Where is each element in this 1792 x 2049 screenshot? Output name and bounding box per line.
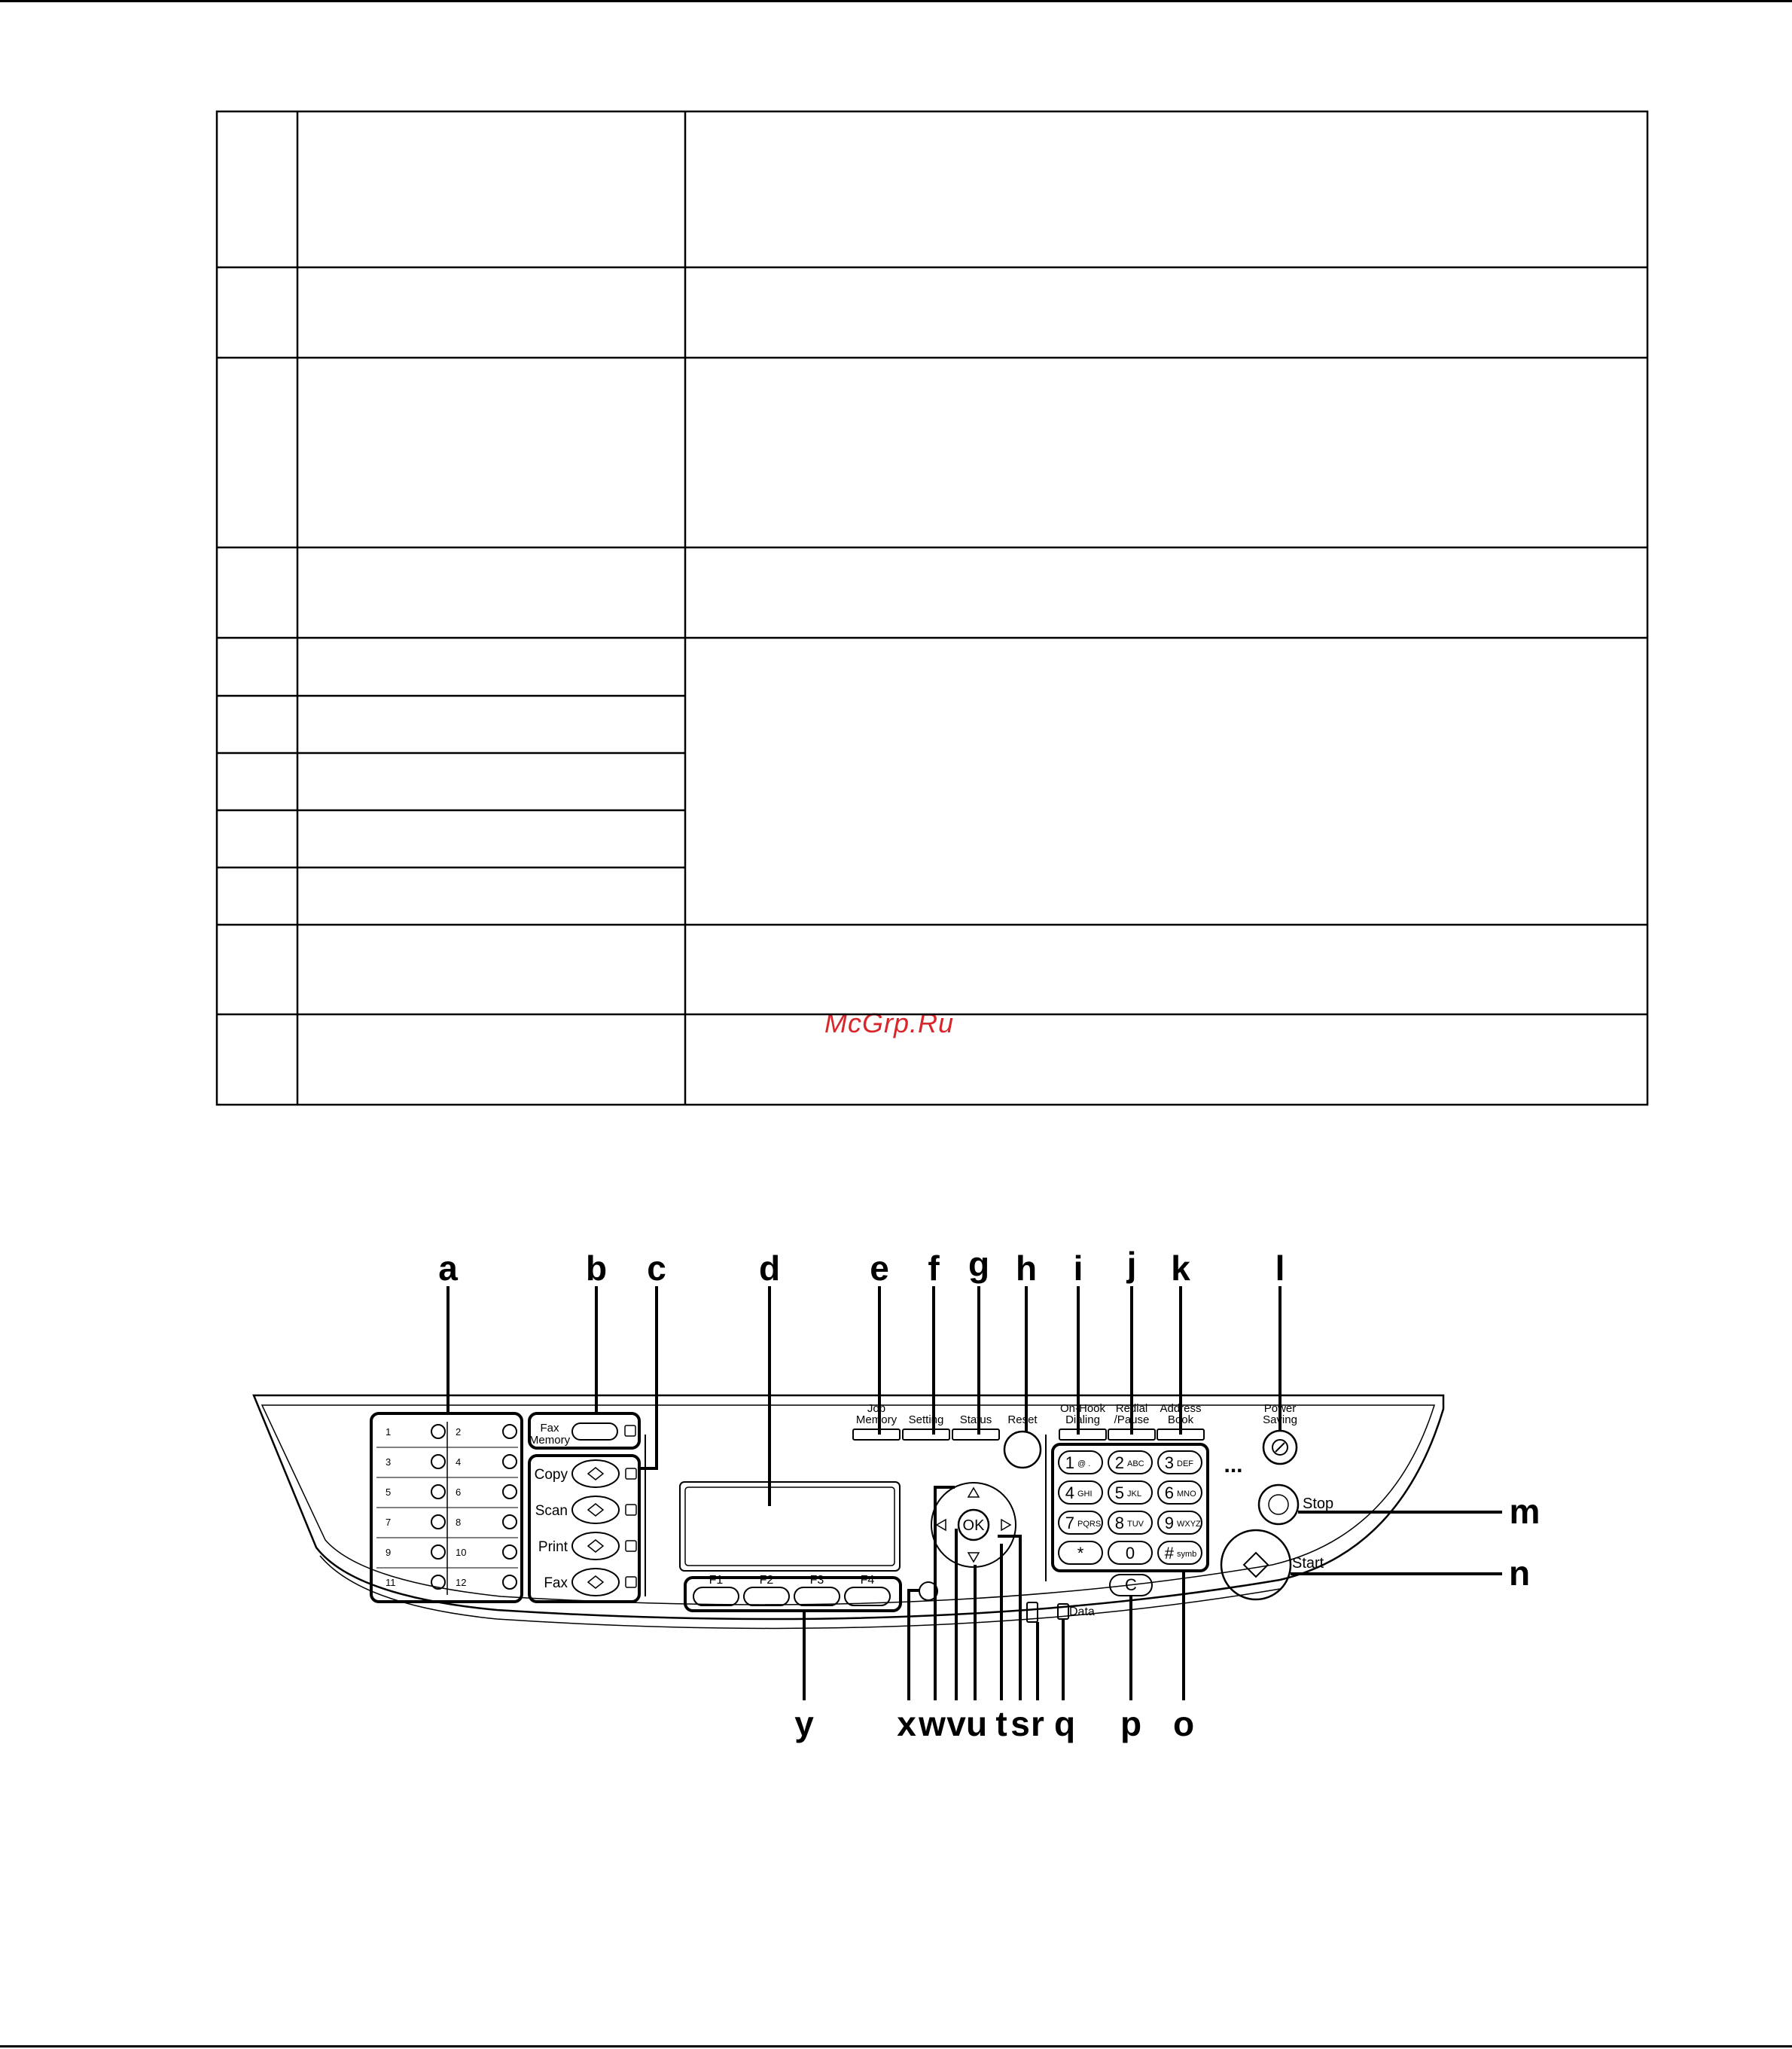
setting-label: Setting (908, 1413, 944, 1426)
callout-g: g (968, 1245, 990, 1284)
clear-label: C (1125, 1575, 1137, 1594)
mode-buttons (535, 1460, 636, 1596)
callout-s: s (1010, 1704, 1030, 1743)
stop-label: Stop (1303, 1496, 1334, 1512)
reset-button[interactable] (1004, 1432, 1041, 1468)
one-touch-number: 12 (456, 1577, 467, 1588)
fax-memory-label-line1: Fax (540, 1422, 559, 1435)
on-hook-label-line2: Dialing (1065, 1413, 1100, 1426)
one-touch-button[interactable] (431, 1485, 445, 1499)
fax-memory-led (625, 1425, 635, 1436)
one-touch-number: 9 (386, 1547, 392, 1558)
callout-r: r (1031, 1704, 1044, 1743)
mode-label: Fax (544, 1575, 568, 1591)
keypad-key-letters: MNO (1177, 1489, 1196, 1499)
one-touch-button[interactable] (431, 1545, 445, 1559)
keypad-key-number: 0 (1125, 1544, 1135, 1563)
table-border (217, 111, 1647, 1105)
callout-l: l (1275, 1249, 1285, 1288)
start-icon (1244, 1553, 1268, 1577)
callout-u: u (965, 1704, 988, 1743)
left-arrow-icon[interactable] (937, 1520, 946, 1530)
lcd-outer (680, 1482, 900, 1571)
top-buttons (853, 1429, 1204, 1581)
one-touch-button[interactable] (503, 1515, 517, 1529)
leader-w (935, 1487, 955, 1700)
mode-label: Scan (535, 1503, 568, 1519)
keypad-key-number: 2 (1114, 1453, 1124, 1472)
keypad-key-number: # (1164, 1544, 1174, 1563)
fax-memory-button[interactable] (572, 1423, 617, 1440)
one-touch-number: 4 (456, 1456, 462, 1468)
status-label: Status (959, 1413, 992, 1426)
one-touch-button[interactable] (503, 1455, 517, 1468)
redial-label-line2: /Pause (1114, 1413, 1150, 1426)
one-touch-button[interactable] (431, 1455, 445, 1468)
callout-e: e (870, 1249, 889, 1288)
lcd-screen (685, 1487, 894, 1566)
on-hook-dialing-button[interactable] (1059, 1429, 1106, 1440)
keypad-key-letters: GHI (1077, 1489, 1093, 1499)
callout-q: q (1053, 1704, 1076, 1743)
redial-label-line1: Redial (1115, 1402, 1148, 1415)
callout-p: p (1120, 1704, 1142, 1743)
mode-icon (588, 1504, 603, 1516)
keypad-key-number: 9 (1164, 1514, 1174, 1532)
callout-n: n (1508, 1554, 1531, 1593)
callout-a: a (438, 1249, 458, 1288)
callout-y: y (794, 1704, 814, 1743)
one-touch-number: 7 (386, 1517, 392, 1528)
keypad-key-letters: @ . (1077, 1459, 1091, 1468)
mode-icon (588, 1540, 603, 1552)
mode-led (626, 1468, 636, 1479)
ok-label: OK (962, 1517, 985, 1534)
function-key-label: F2 (759, 1574, 774, 1587)
data-led-label: Data (1069, 1605, 1095, 1618)
mode-button[interactable] (572, 1532, 619, 1560)
keypad-key-letters: DEF (1177, 1459, 1193, 1468)
keypad-key-letters: symb (1177, 1550, 1197, 1559)
setting-button[interactable] (903, 1429, 949, 1440)
keypad-ellipsis: ... (1224, 1453, 1243, 1477)
mode-led (626, 1541, 636, 1551)
mode-led (626, 1505, 636, 1515)
function-key-button[interactable] (794, 1587, 840, 1605)
keypad-key-number: 4 (1065, 1483, 1074, 1502)
address-book-label-line1: Address (1160, 1402, 1202, 1415)
callout-c: c (647, 1249, 666, 1288)
callout-h: h (1015, 1249, 1038, 1288)
job-memory-button[interactable] (853, 1429, 900, 1440)
one-touch-button[interactable] (503, 1485, 517, 1499)
callout-o: o (1172, 1704, 1195, 1743)
keypad-key-number: 5 (1114, 1483, 1124, 1502)
callout-x: x (897, 1704, 916, 1743)
one-touch-button[interactable] (503, 1575, 517, 1589)
stop-icon (1269, 1495, 1288, 1514)
function-key-button[interactable] (744, 1587, 789, 1605)
mode-button[interactable] (572, 1569, 619, 1596)
mode-button[interactable] (572, 1496, 619, 1523)
status-button[interactable] (952, 1429, 999, 1440)
watermark: McGrp.Ru (824, 1008, 955, 1038)
one-touch-number: 1 (386, 1426, 392, 1438)
job-memory-label-line2: Memory (855, 1413, 898, 1426)
callout-labels (438, 1245, 1540, 1743)
one-touch-number: 10 (456, 1547, 467, 1558)
down-arrow-icon[interactable] (968, 1553, 979, 1562)
start-button[interactable] (1221, 1530, 1291, 1599)
up-arrow-icon[interactable] (968, 1488, 979, 1497)
address-book-label-line2: Book (1167, 1413, 1194, 1426)
callout-k: k (1171, 1249, 1190, 1288)
one-touch-number: 11 (386, 1577, 396, 1588)
mode-label: Print (538, 1539, 568, 1555)
start-label: Start (1292, 1555, 1324, 1572)
callout-v: v (946, 1704, 966, 1743)
callout-f: f (928, 1249, 940, 1288)
callout-w: w (919, 1704, 946, 1743)
one-touch-button[interactable] (431, 1515, 445, 1529)
keypad-key-number: 3 (1164, 1453, 1174, 1472)
callout-b: b (585, 1249, 608, 1288)
power-saving-label-line1: Power (1263, 1402, 1297, 1415)
mode-button[interactable] (572, 1460, 619, 1487)
callout-m: m (1509, 1492, 1541, 1531)
callout-i: i (1073, 1249, 1083, 1288)
keypad-key-number: 7 (1065, 1514, 1074, 1532)
keypad-key-letters: ABC (1127, 1459, 1144, 1468)
keypad-key-number: 6 (1164, 1483, 1174, 1502)
fax-memory-label-line2: Memory (529, 1434, 571, 1447)
leader-c (639, 1286, 657, 1468)
callout-t: t (995, 1704, 1007, 1743)
job-memory-label-line1: Job (867, 1402, 886, 1415)
leader-x (909, 1590, 919, 1700)
keypad-key-letters: PQRS (1077, 1520, 1102, 1529)
mode-icon (588, 1468, 603, 1480)
keypad-key-number: 8 (1114, 1514, 1124, 1532)
one-touch-number: 5 (386, 1486, 392, 1498)
lcd-display (680, 1482, 900, 1571)
function-key-button[interactable] (693, 1587, 739, 1605)
one-touch-number: 6 (456, 1486, 462, 1498)
stop-button[interactable] (1259, 1485, 1298, 1524)
one-touch-number: 3 (386, 1456, 392, 1468)
keypad-key-number: 1 (1065, 1453, 1074, 1472)
mode-led (626, 1577, 636, 1587)
callout-leaders (448, 1286, 1502, 1700)
one-touch-button[interactable] (503, 1425, 517, 1438)
keypad-key-letters: TUV (1127, 1520, 1144, 1529)
one-touch-button[interactable] (503, 1545, 517, 1559)
on-hook-label-line1: On-Hook (1059, 1402, 1106, 1415)
callout-j: j (1126, 1245, 1137, 1284)
mode-label: Copy (534, 1467, 568, 1483)
power-icon-slash (1275, 1443, 1285, 1452)
one-touch-number: 2 (456, 1426, 462, 1438)
keypad-key-letters: JKL (1127, 1489, 1141, 1499)
one-touch-number: 8 (456, 1517, 462, 1528)
table (217, 111, 1647, 1105)
mode-icon (588, 1576, 603, 1588)
keypad-key-letters: WXYZ (1177, 1520, 1201, 1529)
function-key-label: F1 (709, 1574, 724, 1587)
power-saving-label-line2: Saving (1263, 1413, 1297, 1426)
function-key-label: F4 (860, 1574, 875, 1587)
callout-d: d (758, 1249, 781, 1288)
function-key-label: F3 (809, 1574, 824, 1587)
reset-label: Reset (1007, 1413, 1038, 1426)
right-arrow-icon[interactable] (1001, 1520, 1010, 1530)
keypad (1059, 1451, 1202, 1564)
keypad-key-number: * (1077, 1544, 1084, 1563)
one-touch-button[interactable] (431, 1425, 445, 1438)
